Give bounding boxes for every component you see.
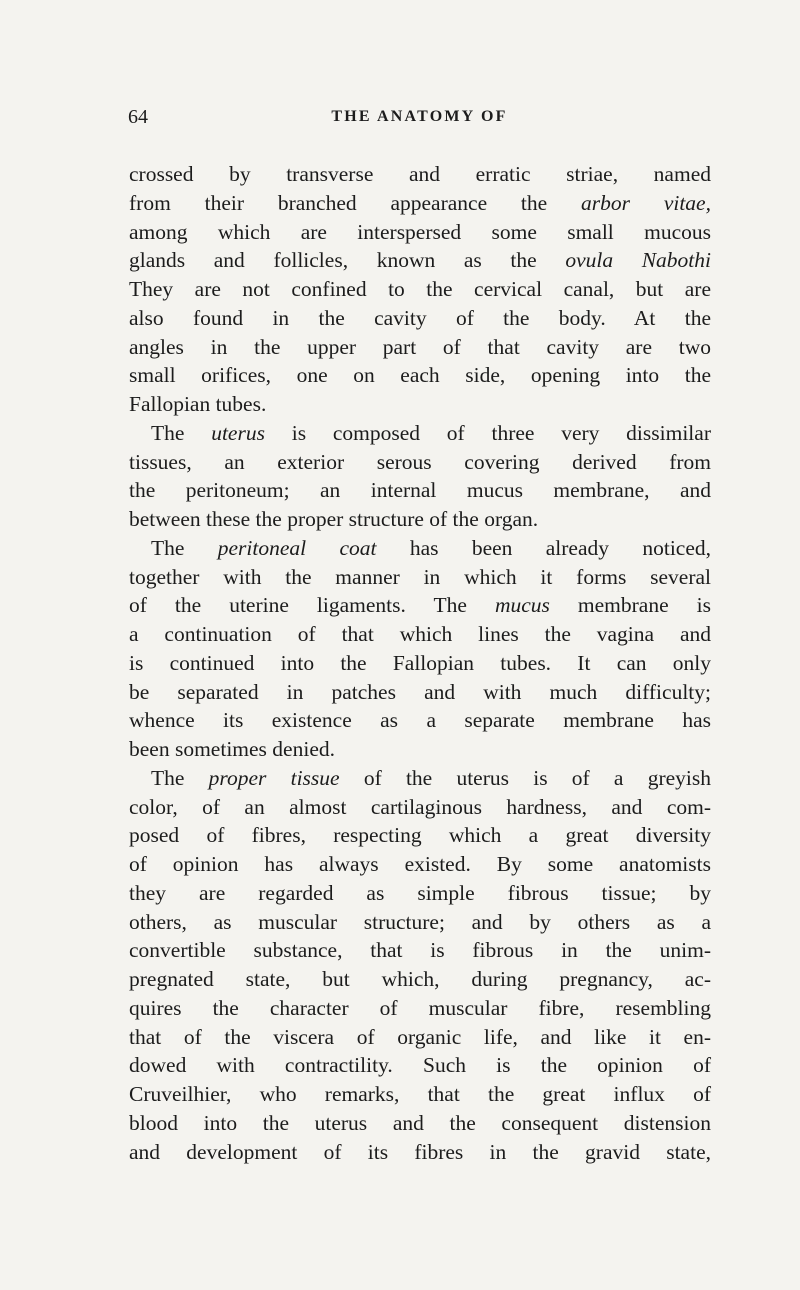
italic-term: ovula Nabothi xyxy=(565,248,711,273)
text-line: together with the manner in which it forms several xyxy=(129,564,711,589)
text-segment: The xyxy=(151,420,212,445)
text-line: color, of an almost cartilaginous hardness, and com- xyxy=(129,794,711,819)
text-line xyxy=(129,189,711,218)
text-segment: has been already noticed, xyxy=(376,535,711,560)
text-line: is continued into the Fallopian tubes. It can only xyxy=(129,650,711,675)
text-line: convertible substance, that is fibrous in the unim- xyxy=(129,938,711,963)
text-line xyxy=(129,764,711,793)
text-line: the peritoneum; an internal mucus membrane, and xyxy=(129,478,711,503)
page-header xyxy=(128,106,711,136)
page-number: 64 xyxy=(128,106,148,128)
text-line: small orifices, one on each side, opening into the xyxy=(129,363,711,388)
text-line: angles in the upper part of that cavity are two xyxy=(129,334,711,359)
text-segment: The xyxy=(151,765,209,790)
text-line xyxy=(129,591,711,620)
text-line xyxy=(129,534,711,563)
text-segment: is composed of three very dissimilar xyxy=(264,420,711,445)
text-segment: from their branched appearance the xyxy=(129,190,582,215)
text-segment: glands and follicles, known as the xyxy=(129,248,566,273)
text-line: that of the viscera of organic life, and like it en- xyxy=(129,1024,711,1049)
text-line: crossed by transverse and erratic striae, named xyxy=(129,162,711,186)
text-line: they are regarded as simple fibrous tissue; by xyxy=(129,880,711,905)
text-line: been sometimes denied. xyxy=(129,737,335,761)
text-line: between these the proper structure of the organ. xyxy=(129,507,539,531)
running-head: THE ANATOMY OF xyxy=(331,108,508,125)
text-line: and development of its fibres in the gravid state, xyxy=(129,1139,711,1164)
italic-term: proper tissue xyxy=(208,765,340,790)
text-line xyxy=(129,419,711,448)
italic-term: arbor vitae, xyxy=(581,190,711,215)
text-line: pregnated state, but which, during pregnancy, ac- xyxy=(129,967,711,991)
text-line: be separated in patches and with much difficulty; xyxy=(129,679,711,704)
text-line xyxy=(129,246,711,275)
text-line: among which are interspersed some small mucous xyxy=(129,219,711,244)
text-line: dowed with contractility. Such is the opinion of xyxy=(129,1053,711,1078)
text-segment: of the uterine ligaments. The xyxy=(129,593,495,618)
text-line: tissues, an exterior serous covering derived from xyxy=(129,449,711,474)
text-line: blood into the uterus and the consequent distension xyxy=(129,1110,711,1135)
text-line: posed of fibres, respecting which a great diversity xyxy=(129,823,711,848)
text-line: Cruveilhier, who remarks, that the great influx of xyxy=(129,1082,711,1106)
text-line: of opinion has always existed. By some anatomists xyxy=(129,852,711,876)
text-line: others, as muscular structure; and by others as a xyxy=(129,909,711,934)
text-line: a continuation of that which lines the vagina and xyxy=(129,622,711,646)
italic-term: uterus xyxy=(211,420,265,445)
body-text xyxy=(129,160,711,1166)
text-segment: membrane is xyxy=(549,593,711,618)
text-line: also found in the cavity of the body. At the xyxy=(129,305,711,330)
text-line: Fallopian tubes. xyxy=(129,392,267,416)
text-segment: of the uterus is of a greyish xyxy=(339,765,711,790)
italic-term: peritoneal coat xyxy=(217,535,377,560)
text-line: They are not confined to the cervical canal, but are xyxy=(129,277,711,301)
italic-term: mucus xyxy=(494,593,550,618)
text-line: quires the character of muscular fibre, resembling xyxy=(129,995,711,1020)
text-line: whence its existence as a separate membrane has xyxy=(129,708,711,733)
text-segment: The xyxy=(151,535,218,560)
